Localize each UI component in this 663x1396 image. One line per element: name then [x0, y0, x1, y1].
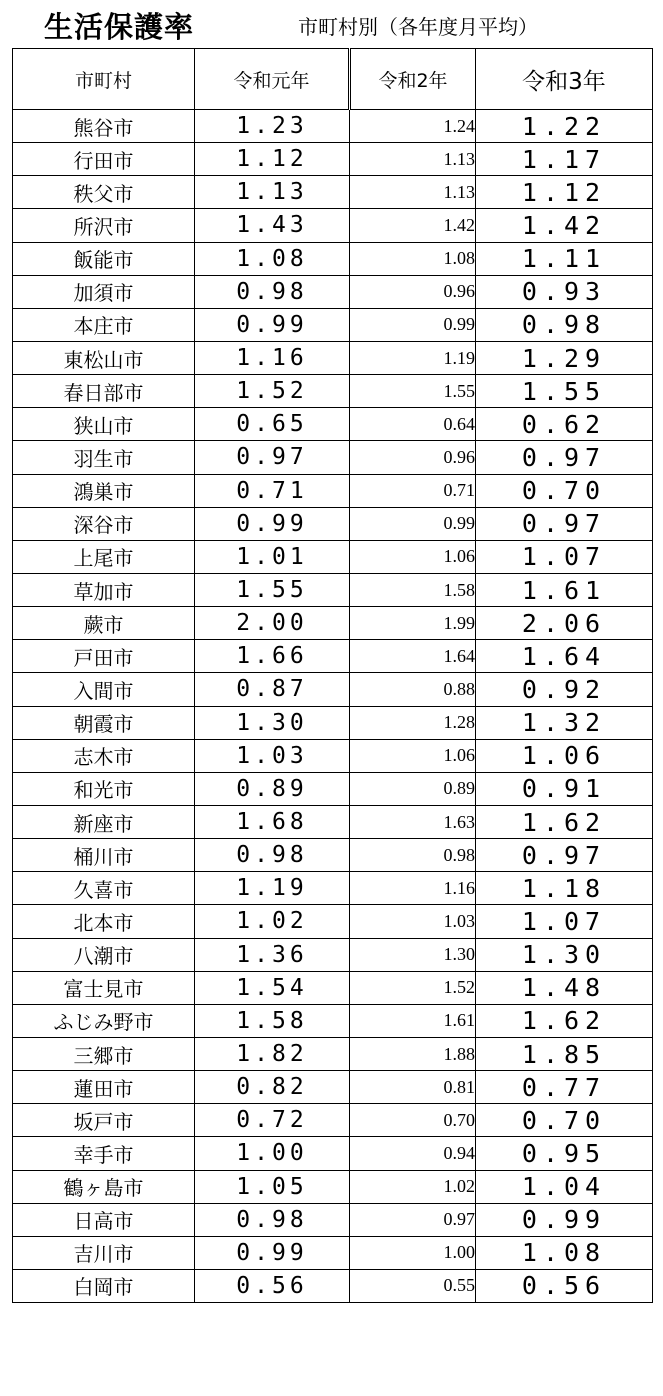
municipality-cell: 蕨市 [13, 607, 195, 640]
reiwa-2-rate-cell: 0.98 [350, 839, 476, 872]
municipality-cell: 八潮市 [13, 938, 195, 971]
reiwa-2-rate-cell: 1.99 [350, 607, 476, 640]
reiwa-3-rate-cell: 1.07 [476, 905, 653, 938]
reiwa-2-rate-cell: 1.55 [350, 375, 476, 408]
reiwa-2-rate-cell: 0.64 [350, 408, 476, 441]
reiwa-3-rate-cell: 0.62 [476, 408, 653, 441]
reiwa-1-rate-cell: 1.12 [195, 143, 350, 176]
reiwa-1-rate-cell: 1.66 [195, 640, 350, 673]
reiwa-3-rate-cell: 0.97 [476, 839, 653, 872]
municipality-cell: 志木市 [13, 739, 195, 772]
reiwa-3-rate-cell: 0.97 [476, 507, 653, 540]
municipality-cell: 鴻巣市 [13, 474, 195, 507]
municipality-cell: 深谷市 [13, 507, 195, 540]
municipality-cell: 行田市 [13, 143, 195, 176]
reiwa-2-rate-cell: 1.08 [350, 242, 476, 275]
reiwa-1-rate-cell: 1.23 [195, 110, 350, 143]
reiwa-1-rate-cell: 0.65 [195, 408, 350, 441]
municipality-cell: 朝霞市 [13, 706, 195, 739]
reiwa-2-rate-cell: 1.61 [350, 1004, 476, 1037]
reiwa-1-rate-cell: 1.08 [195, 242, 350, 275]
reiwa-2-rate-cell: 1.13 [350, 143, 476, 176]
reiwa-2-rate-cell: 0.70 [350, 1104, 476, 1137]
welfare-rate-table [12, 48, 653, 1303]
reiwa-2-rate-cell: 1.19 [350, 341, 476, 374]
reiwa-1-rate-cell: 1.43 [195, 209, 350, 242]
table-row [13, 209, 653, 242]
table-row [13, 110, 653, 143]
table-row [13, 341, 653, 374]
reiwa-3-rate-cell: 1.12 [476, 176, 653, 209]
table-row [13, 839, 653, 872]
reiwa-3-rate-cell: 1.64 [476, 640, 653, 673]
reiwa-1-rate-cell: 0.99 [195, 1236, 350, 1269]
reiwa-1-rate-cell: 0.98 [195, 275, 350, 308]
municipality-cell: 白岡市 [13, 1269, 195, 1302]
municipality-cell: 羽生市 [13, 441, 195, 474]
reiwa-3-rate-cell: 1.17 [476, 143, 653, 176]
table-row [13, 1037, 653, 1070]
reiwa-1-rate-cell: 0.82 [195, 1071, 350, 1104]
reiwa-2-rate-cell: 1.42 [350, 209, 476, 242]
reiwa-2-rate-cell: 0.99 [350, 507, 476, 540]
reiwa-1-rate-cell: 1.82 [195, 1037, 350, 1070]
reiwa-2-rate-cell: 1.03 [350, 905, 476, 938]
reiwa-3-rate-cell: 1.04 [476, 1170, 653, 1203]
table-row [13, 176, 653, 209]
reiwa-1-rate-cell: 1.16 [195, 341, 350, 374]
municipality-cell: 上尾市 [13, 540, 195, 573]
reiwa-1-rate-cell: 1.68 [195, 805, 350, 838]
table-row [13, 308, 653, 341]
reiwa-3-rate-cell: 0.56 [476, 1269, 653, 1302]
municipality-cell: 本庄市 [13, 308, 195, 341]
table-body [13, 110, 653, 1303]
page-subtitle: 市町村別（各年度月平均） [298, 15, 538, 39]
reiwa-3-rate-cell: 0.77 [476, 1071, 653, 1104]
reiwa-2-rate-cell: 0.96 [350, 441, 476, 474]
table-row [13, 607, 653, 640]
reiwa-3-rate-cell: 1.61 [476, 573, 653, 606]
reiwa-3-rate-cell: 1.42 [476, 209, 653, 242]
reiwa-1-rate-cell: 1.30 [195, 706, 350, 739]
reiwa-2-rate-cell: 0.96 [350, 275, 476, 308]
reiwa-1-rate-cell: 2.00 [195, 607, 350, 640]
reiwa-2-rate-cell: 1.13 [350, 176, 476, 209]
reiwa-3-rate-cell: 1.55 [476, 375, 653, 408]
reiwa-2-rate-cell: 1.28 [350, 706, 476, 739]
reiwa-1-rate-cell: 1.36 [195, 938, 350, 971]
table-row [13, 1004, 653, 1037]
reiwa-2-rate-cell: 1.64 [350, 640, 476, 673]
reiwa-1-rate-cell: 1.52 [195, 375, 350, 408]
reiwa-3-rate-cell: 0.70 [476, 1104, 653, 1137]
municipality-cell: 北本市 [13, 905, 195, 938]
table-row [13, 1137, 653, 1170]
reiwa-1-rate-cell: 0.97 [195, 441, 350, 474]
table-row [13, 805, 653, 838]
reiwa-3-rate-cell: 1.18 [476, 872, 653, 905]
table-row [13, 1203, 653, 1236]
reiwa-3-rate-cell: 1.06 [476, 739, 653, 772]
reiwa-1-rate-cell: 0.72 [195, 1104, 350, 1137]
reiwa-1-rate-cell: 0.98 [195, 839, 350, 872]
reiwa-3-rate-cell: 1.11 [476, 242, 653, 275]
reiwa-1-rate-cell: 0.89 [195, 772, 350, 805]
reiwa-1-rate-cell: 0.71 [195, 474, 350, 507]
table-row [13, 971, 653, 1004]
reiwa-3-rate-cell: 1.07 [476, 540, 653, 573]
reiwa-3-rate-cell: 2.06 [476, 607, 653, 640]
reiwa-3-rate-cell: 0.99 [476, 1203, 653, 1236]
reiwa-2-rate-cell: 0.81 [350, 1071, 476, 1104]
municipality-cell: 和光市 [13, 772, 195, 805]
reiwa-2-rate-cell: 0.89 [350, 772, 476, 805]
table-row [13, 507, 653, 540]
municipality-cell: 春日部市 [13, 375, 195, 408]
table-row [13, 540, 653, 573]
reiwa-2-rate-cell: 1.24 [350, 110, 476, 143]
table-row [13, 242, 653, 275]
reiwa-1-rate-cell: 0.99 [195, 507, 350, 540]
page-header [0, 0, 663, 48]
reiwa-1-rate-cell: 0.56 [195, 1269, 350, 1302]
table-header-row [13, 49, 653, 110]
reiwa-1-rate-cell: 1.55 [195, 573, 350, 606]
table-row [13, 474, 653, 507]
reiwa-1-rate-cell: 0.98 [195, 1203, 350, 1236]
table-row [13, 1071, 653, 1104]
reiwa-2-rate-cell: 0.88 [350, 673, 476, 706]
municipality-cell: 飯能市 [13, 242, 195, 275]
reiwa-3-rate-cell: 0.70 [476, 474, 653, 507]
reiwa-3-rate-cell: 0.97 [476, 441, 653, 474]
reiwa-1-rate-cell: 1.03 [195, 739, 350, 772]
reiwa-2-rate-cell: 1.06 [350, 739, 476, 772]
reiwa-1-rate-cell: 1.19 [195, 872, 350, 905]
column-header-reiwa-1: 令和元年 [195, 49, 350, 110]
table-row [13, 938, 653, 971]
municipality-cell: 秩父市 [13, 176, 195, 209]
reiwa-3-rate-cell: 0.95 [476, 1137, 653, 1170]
reiwa-1-rate-cell: 0.87 [195, 673, 350, 706]
reiwa-2-rate-cell: 1.00 [350, 1236, 476, 1269]
reiwa-2-rate-cell: 0.99 [350, 308, 476, 341]
reiwa-2-rate-cell: 1.30 [350, 938, 476, 971]
reiwa-2-rate-cell: 1.16 [350, 872, 476, 905]
municipality-cell: 三郷市 [13, 1037, 195, 1070]
municipality-cell: 所沢市 [13, 209, 195, 242]
reiwa-3-rate-cell: 0.92 [476, 673, 653, 706]
reiwa-3-rate-cell: 1.30 [476, 938, 653, 971]
municipality-cell: 桶川市 [13, 839, 195, 872]
table-row [13, 772, 653, 805]
municipality-cell: 久喜市 [13, 872, 195, 905]
reiwa-2-rate-cell: 1.02 [350, 1170, 476, 1203]
reiwa-3-rate-cell: 1.08 [476, 1236, 653, 1269]
municipality-cell: 熊谷市 [13, 110, 195, 143]
table-row [13, 441, 653, 474]
municipality-cell: 鶴ヶ島市 [13, 1170, 195, 1203]
table-row [13, 872, 653, 905]
table-row [13, 1236, 653, 1269]
table-row [13, 275, 653, 308]
reiwa-1-rate-cell: 1.02 [195, 905, 350, 938]
municipality-cell: 坂戸市 [13, 1104, 195, 1137]
table-row [13, 1269, 653, 1302]
municipality-cell: 新座市 [13, 805, 195, 838]
municipality-cell: 吉川市 [13, 1236, 195, 1269]
reiwa-2-rate-cell: 1.06 [350, 540, 476, 573]
reiwa-3-rate-cell: 1.85 [476, 1037, 653, 1070]
table-row [13, 1104, 653, 1137]
page-title: 生活保護率 [44, 10, 195, 44]
column-header-reiwa-2: 令和2年 [350, 49, 476, 110]
municipality-cell: 幸手市 [13, 1137, 195, 1170]
table-row [13, 375, 653, 408]
municipality-cell: ふじみ野市 [13, 1004, 195, 1037]
reiwa-1-rate-cell: 1.00 [195, 1137, 350, 1170]
table-row [13, 739, 653, 772]
reiwa-1-rate-cell: 1.01 [195, 540, 350, 573]
reiwa-2-rate-cell: 1.52 [350, 971, 476, 1004]
column-header-municipality: 市町村 [13, 49, 195, 110]
municipality-cell: 富士見市 [13, 971, 195, 1004]
table-row [13, 673, 653, 706]
reiwa-2-rate-cell: 1.63 [350, 805, 476, 838]
municipality-cell: 戸田市 [13, 640, 195, 673]
table-row [13, 706, 653, 739]
table-row [13, 1170, 653, 1203]
municipality-cell: 蓮田市 [13, 1071, 195, 1104]
reiwa-3-rate-cell: 1.22 [476, 110, 653, 143]
municipality-cell: 加須市 [13, 275, 195, 308]
table-row [13, 640, 653, 673]
table-row [13, 573, 653, 606]
reiwa-1-rate-cell: 1.54 [195, 971, 350, 1004]
reiwa-3-rate-cell: 1.62 [476, 1004, 653, 1037]
reiwa-2-rate-cell: 0.94 [350, 1137, 476, 1170]
table-row [13, 143, 653, 176]
reiwa-2-rate-cell: 0.55 [350, 1269, 476, 1302]
municipality-cell: 草加市 [13, 573, 195, 606]
reiwa-3-rate-cell: 0.98 [476, 308, 653, 341]
reiwa-3-rate-cell: 1.32 [476, 706, 653, 739]
reiwa-2-rate-cell: 0.97 [350, 1203, 476, 1236]
reiwa-1-rate-cell: 1.58 [195, 1004, 350, 1037]
municipality-cell: 入間市 [13, 673, 195, 706]
reiwa-2-rate-cell: 1.58 [350, 573, 476, 606]
table-row [13, 905, 653, 938]
municipality-cell: 日高市 [13, 1203, 195, 1236]
reiwa-3-rate-cell: 1.62 [476, 805, 653, 838]
reiwa-3-rate-cell: 0.93 [476, 275, 653, 308]
reiwa-1-rate-cell: 1.13 [195, 176, 350, 209]
reiwa-1-rate-cell: 0.99 [195, 308, 350, 341]
column-header-reiwa-3: 令和3年 [476, 49, 653, 110]
municipality-cell: 狭山市 [13, 408, 195, 441]
reiwa-2-rate-cell: 1.88 [350, 1037, 476, 1070]
municipality-cell: 東松山市 [13, 341, 195, 374]
reiwa-2-rate-cell: 0.71 [350, 474, 476, 507]
reiwa-3-rate-cell: 1.29 [476, 341, 653, 374]
reiwa-3-rate-cell: 1.48 [476, 971, 653, 1004]
table-row [13, 408, 653, 441]
reiwa-3-rate-cell: 0.91 [476, 772, 653, 805]
reiwa-1-rate-cell: 1.05 [195, 1170, 350, 1203]
